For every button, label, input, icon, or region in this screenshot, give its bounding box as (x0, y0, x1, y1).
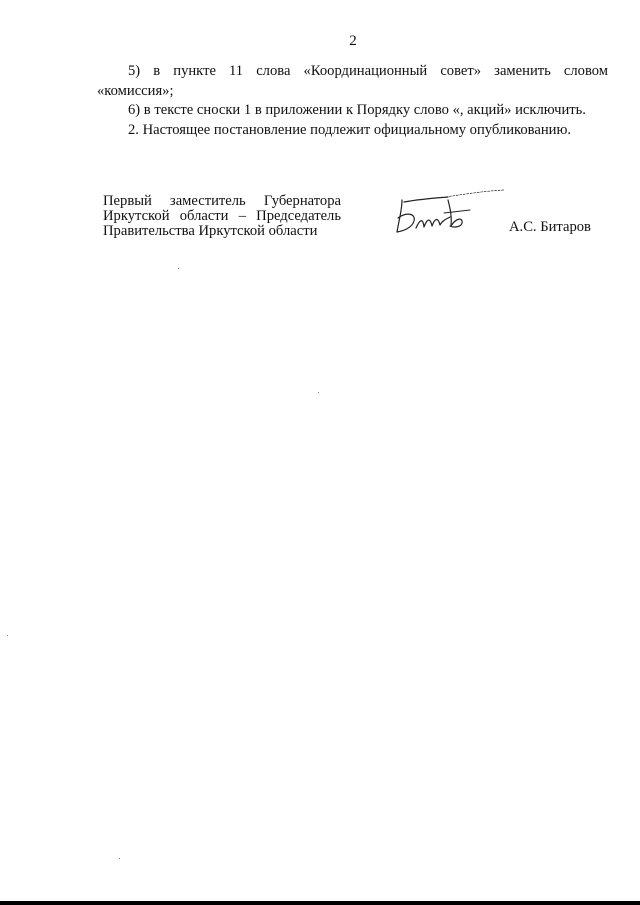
signer-name: А.С. Битаров (509, 219, 591, 235)
paragraph-item-6: 6) в тексте сноски 1 в приложении к Порядку слово «, акций» исключить. (128, 102, 586, 118)
scan-speck (7, 635, 8, 636)
scan-speck (178, 268, 179, 269)
paragraph-publication: 2. Настоящее постановление подлежит официальному опубликованию. (128, 121, 572, 138)
handwritten-signature (390, 186, 510, 238)
scan-speck (119, 858, 120, 859)
page-number: 2 (349, 33, 357, 49)
signer-position (103, 194, 341, 239)
scan-speck (318, 392, 319, 393)
signer-position-line: Правительства Иркутской области (103, 223, 318, 239)
paragraph-item-5: 5) в пункте 11 слова «Координационный совет» заменить словом «комиссия»; (97, 63, 608, 99)
signer-position-line: Иркутской области – Председатель (103, 208, 341, 224)
signer-position-line: Первый заместитель Губернатора (103, 193, 341, 209)
scan-bottom-edge (0, 901, 640, 905)
document-body (97, 62, 608, 140)
